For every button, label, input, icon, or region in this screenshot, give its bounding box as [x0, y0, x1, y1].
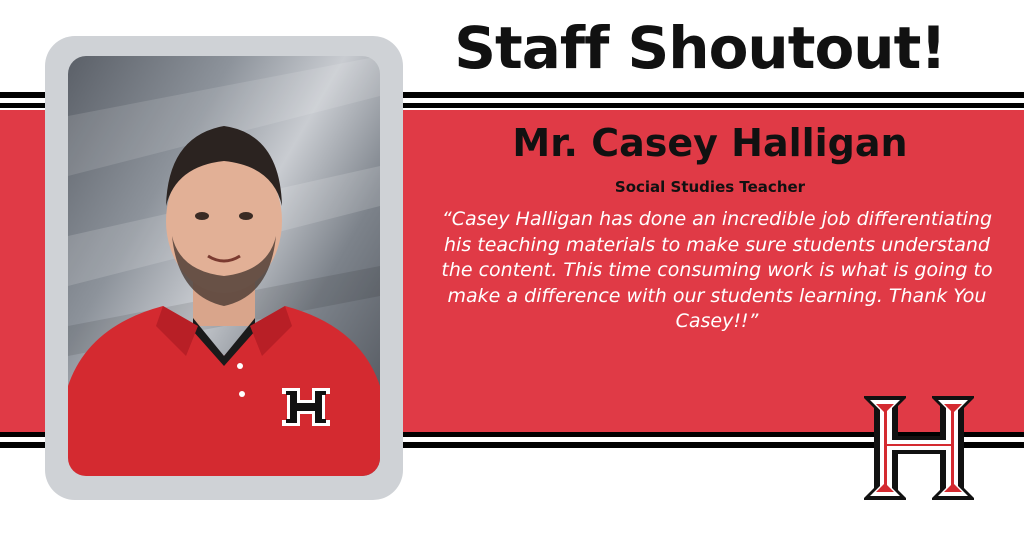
staff-role: Social Studies Teacher [614, 178, 806, 196]
shoutout-quote: “Casey Halligan has done an incredible job differentiating his teaching materials to make sure students understand the content. This time consuming work is what is going to make a difference with our students learning. Thank You Casey!!” [441, 208, 993, 332]
shirt-h-logo [280, 386, 332, 428]
staff-name: Mr. Casey Halligan [512, 121, 908, 165]
staff-photo [68, 56, 380, 476]
school-h-logo [860, 392, 978, 504]
page-title: Staff Shoutout! [454, 14, 946, 82]
